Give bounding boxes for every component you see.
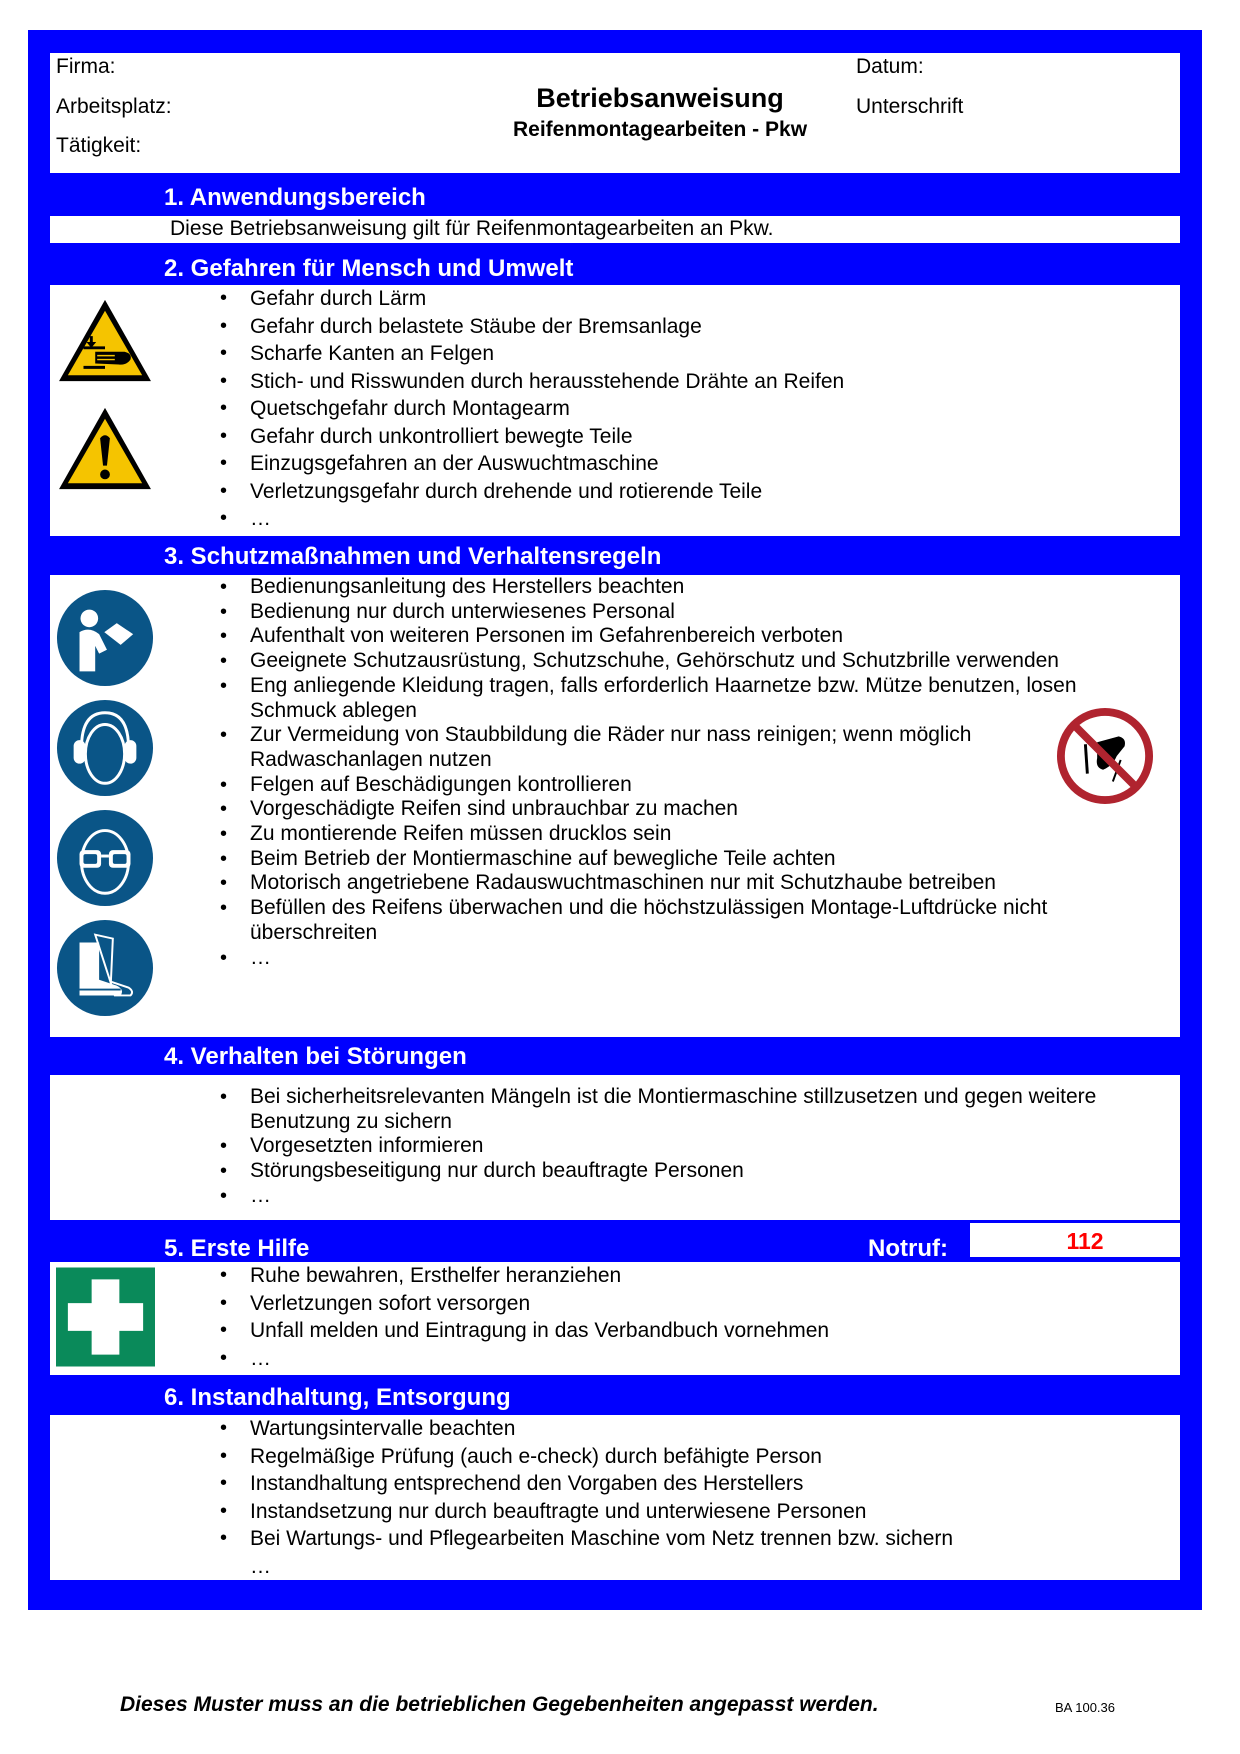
- section-1-text: Diese Betriebsanweisung gilt für Reifenmontagearbeiten an Pkw.: [170, 217, 774, 240]
- list-item: • Vorgesetzten informieren: [218, 1134, 1120, 1159]
- list-item: • Instandhaltung entsprechend den Vorgaben des Herstellers: [218, 1470, 1160, 1498]
- list-item: • Scharfe Kanten an Felgen: [218, 340, 1160, 368]
- list-item: • …: [218, 946, 1160, 971]
- list-item: • Bei Wartungs- und Pflegearbeiten Maschine vom Netz trennen bzw. sichern: [218, 1525, 1160, 1553]
- section-2-title: 2. Gefahren für Mensch und Umwelt: [164, 255, 574, 282]
- list-item: • Motorisch angetriebene Radauswuchtmaschinen nur mit Schutzhaube betreiben: [218, 871, 1160, 896]
- section-6-list: [218, 1415, 1160, 1580]
- section-3-body: [50, 575, 1180, 1037]
- section-4-list: [218, 1085, 1160, 1209]
- list-item: • Verletzungsgefahr durch drehende und rotierende Teile: [218, 478, 1160, 506]
- section-6-title: 6. Instandhaltung, Entsorgung: [164, 1384, 511, 1411]
- section-3-title: 3. Schutzmaßnahmen und Verhaltensregeln: [164, 543, 662, 570]
- list-item: • Zu montierende Reifen müssen drucklos sein: [218, 822, 1160, 847]
- footer-note: Dieses Muster muss an die betrieblichen Gegebenheiten angepasst werden.: [120, 1693, 879, 1716]
- section-6-body: [50, 1415, 1180, 1580]
- list-item: • Beim Betrieb der Montiermaschine auf bewegliche Teile achten: [218, 847, 1160, 872]
- hand-crush-warning-icon: [56, 297, 154, 385]
- list-item: • Quetschgefahr durch Montagearm: [218, 395, 1160, 423]
- list-item: • Vorgeschädigte Reifen sind unbrauchbar zu machen: [218, 797, 1160, 822]
- page-title: Betriebsanweisung: [536, 83, 784, 113]
- taetigkeit-label: Tätigkeit:: [56, 134, 142, 157]
- section-3-list: [218, 575, 1160, 970]
- datum-label: Datum:: [856, 55, 924, 78]
- list-item: • Zur Vermeidung von Staubbildung die Räder nur nass reinigen; wenn möglich Radwaschanlagen nutzen: [218, 723, 1160, 772]
- safety-boots-icon: [56, 919, 154, 1017]
- list-item: • …: [218, 505, 1160, 533]
- list-item: • Bedienung nur durch unterwiesenes Personal: [218, 600, 1160, 625]
- list-item: • Unfall melden und Eintragung in das Verbandbuch vornehmen: [218, 1317, 1160, 1345]
- list-item: • Instandsetzung nur durch beauftragte und unterwiesene Personen: [218, 1498, 1160, 1526]
- section-1-title: 1. Anwendungsbereich: [164, 184, 426, 211]
- list-item: • Störungsbeseitigung nur durch beauftragte Personen: [218, 1159, 1120, 1184]
- list-item: • Regelmäßige Prüfung (auch e-check) durch befähigte Person: [218, 1443, 1160, 1471]
- list-item: • Bei sicherheitsrelevanten Mängeln ist die Montiermaschine stillzusetzen und gegen weitere Benutzung zu sichern: [218, 1085, 1120, 1134]
- list-item: • Gefahr durch unkontrolliert bewegte Teile: [218, 423, 1160, 451]
- notruf-box: [970, 1223, 1180, 1257]
- list-item: • Gefahr durch belastete Stäube der Bremsanlage: [218, 313, 1160, 341]
- list-item: • Verletzungen sofort versorgen: [218, 1290, 1160, 1318]
- header-box: [50, 53, 1180, 173]
- arbeitsplatz-label: Arbeitsplatz:: [56, 95, 172, 118]
- section-4-body: [50, 1075, 1180, 1220]
- section-2-list: [218, 285, 1160, 533]
- page-subtitle: Reifenmontagearbeiten - Pkw: [512, 118, 808, 141]
- firma-label: Firma:: [56, 55, 116, 78]
- section-2-body: [50, 285, 1180, 536]
- list-item: • …: [218, 1184, 1120, 1209]
- first-aid-icon: [56, 1267, 155, 1367]
- section-5-body: [50, 1262, 1180, 1375]
- section-5-list: [218, 1262, 1160, 1372]
- unterschrift-label: Unterschrift: [856, 95, 964, 118]
- list-item: • Eng anliegende Kleidung tragen, falls erforderlich Haarnetze bzw. Mütze benutzen, losen Schmuck ablegen: [218, 674, 1160, 723]
- document-code: BA 100.36: [1055, 1700, 1115, 1715]
- notruf-number: 112: [1066, 1228, 1104, 1254]
- general-warning-icon: [56, 405, 154, 493]
- list-item: • Einzugsgefahren an der Auswuchtmaschine: [218, 450, 1160, 478]
- list-item: • Felgen auf Beschädigungen kontrollieren: [218, 773, 1160, 798]
- list-item: • Befüllen des Reifens überwachen und die höchstzulässigen Montage-Luftdrücke nicht überschreiten: [218, 896, 1160, 945]
- list-item: • Bedienungsanleitung des Herstellers beachten: [218, 575, 1160, 600]
- list-item: • Wartungsintervalle beachten: [218, 1415, 1160, 1443]
- section-5-title: 5. Erste Hilfe: [164, 1235, 310, 1262]
- section-4-title: 4. Verhalten bei Störungen: [164, 1043, 467, 1070]
- list-item: • Aufenthalt von weiteren Personen im Gefahrenbereich verboten: [218, 624, 1160, 649]
- notruf-label: Notruf:: [868, 1235, 948, 1262]
- list-item: • Gefahr durch Lärm: [218, 285, 1160, 313]
- list-item: • Geeignete Schutzausrüstung, Schutzschuhe, Gehörschutz und Schutzbrille verwenden: [218, 649, 1160, 674]
- eye-protection-icon: [56, 809, 154, 907]
- list-item: • Stich- und Risswunden durch herausstehende Drähte an Reifen: [218, 368, 1160, 396]
- ear-protection-icon: [56, 699, 154, 797]
- list-item: • …: [218, 1345, 1160, 1373]
- section-1-body: [50, 216, 1180, 243]
- list-item-trailing: …: [250, 1554, 271, 1578]
- read-manual-icon: [56, 589, 154, 687]
- list-item: • Ruhe bewahren, Ersthelfer heranziehen: [218, 1262, 1160, 1290]
